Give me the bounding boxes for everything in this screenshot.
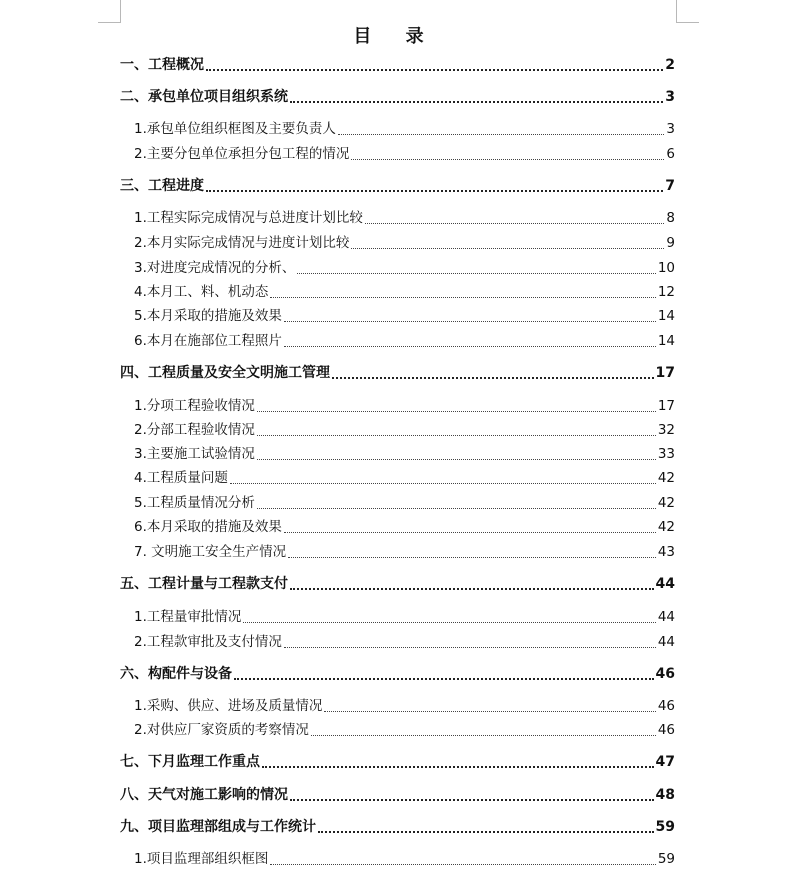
toc-leader-dots xyxy=(270,864,655,865)
toc-leader-dots xyxy=(288,557,656,558)
toc-entry-text: 3.对进度完成情况的分析、 xyxy=(134,260,296,276)
toc-leader-dots xyxy=(284,532,656,533)
toc-entry[interactable] xyxy=(134,396,675,416)
toc-page-number: 46 xyxy=(657,722,675,738)
toc-entry-text: 三、工程进度 xyxy=(120,178,204,194)
toc-leader-dots xyxy=(332,377,654,379)
toc-entry[interactable] xyxy=(134,607,675,627)
toc-page-number: 3 xyxy=(665,89,675,105)
toc-entry[interactable] xyxy=(120,752,675,772)
toc-entry[interactable] xyxy=(120,785,675,805)
toc-page-number: 46 xyxy=(657,698,675,714)
toc-page-number: 6 xyxy=(666,146,675,162)
toc-entry[interactable] xyxy=(134,517,675,537)
toc-page-number: 59 xyxy=(655,819,675,835)
toc-page-number: 17 xyxy=(657,398,675,414)
toc-leader-dots xyxy=(284,647,656,648)
toc-entry[interactable] xyxy=(120,574,675,594)
toc-entry-text: 2.工程款审批及支付情况 xyxy=(134,634,282,650)
toc-entry[interactable] xyxy=(120,363,675,383)
toc-leader-dots xyxy=(351,159,664,160)
toc-leader-dots xyxy=(284,321,656,322)
toc-leader-dots xyxy=(262,766,654,768)
toc-entry-text: 四、工程质量及安全文明施工管理 xyxy=(120,365,330,381)
toc-page-number: 44 xyxy=(657,634,675,650)
toc-leader-dots xyxy=(257,508,656,509)
toc-entry[interactable] xyxy=(134,493,675,513)
toc-entry[interactable] xyxy=(134,542,675,562)
toc-leader-dots xyxy=(257,411,656,412)
toc-entry-text: 2.主要分包单位承担分包工程的情况 xyxy=(134,146,350,162)
toc-page-number: 47 xyxy=(655,754,675,770)
toc-entry-text: 6.本月在施部位工程照片 xyxy=(134,333,282,349)
toc-page-number: 44 xyxy=(655,576,675,592)
toc-leader-dots xyxy=(365,223,665,224)
toc-entry[interactable] xyxy=(134,696,675,716)
toc-page-number: 44 xyxy=(657,609,675,625)
toc-entry[interactable] xyxy=(134,208,675,228)
toc-leader-dots xyxy=(270,297,655,298)
toc-leader-dots xyxy=(234,678,654,680)
toc-page-number: 33 xyxy=(657,446,675,462)
toc-entry-text: 4.工程质量问题 xyxy=(134,470,228,486)
toc-entry-text: 7. 文明施工安全生产情况 xyxy=(134,544,287,560)
toc-entry[interactable] xyxy=(134,420,675,440)
toc-entry-text: 1.工程实际完成情况与总进度计划比较 xyxy=(134,210,363,226)
toc-leader-dots xyxy=(297,273,655,274)
toc-page-number: 59 xyxy=(657,851,675,867)
toc-entry-text: 1.项目监理部组织框图 xyxy=(134,851,269,867)
toc-entry[interactable] xyxy=(134,119,675,139)
toc-leader-dots xyxy=(257,435,656,436)
toc-entry-text: 七、下月监理工作重点 xyxy=(120,754,260,770)
toc-entry[interactable] xyxy=(134,306,675,326)
toc-page-number: 32 xyxy=(657,422,675,438)
toc-entry-text: 2.分部工程验收情况 xyxy=(134,422,255,438)
toc-leader-dots xyxy=(338,134,665,135)
toc-leader-dots xyxy=(206,190,663,192)
toc-title: 目 录 xyxy=(353,26,438,47)
toc-entry[interactable] xyxy=(134,258,675,278)
toc-page-number: 14 xyxy=(657,333,675,349)
toc-leader-dots xyxy=(324,711,655,712)
toc-entry[interactable] xyxy=(134,849,675,869)
toc-entry[interactable] xyxy=(134,331,675,351)
toc-entry-text: 1.采购、供应、进场及质量情况 xyxy=(134,698,323,714)
toc-page-number: 42 xyxy=(657,519,675,535)
toc-page-number: 42 xyxy=(657,495,675,511)
toc-page-number: 3 xyxy=(666,121,675,137)
toc-page-number: 17 xyxy=(655,365,675,381)
toc-entry-text: 五、工程计量与工程款支付 xyxy=(120,576,288,592)
toc-page-number: 7 xyxy=(665,178,675,194)
toc-entry[interactable] xyxy=(134,444,675,464)
toc-entry-text: 3.主要施工试验情况 xyxy=(134,446,255,462)
toc-entry-text: 5.工程质量情况分析 xyxy=(134,495,255,511)
toc-page-number: 46 xyxy=(655,666,675,682)
toc-entry-text: 一、工程概况 xyxy=(120,57,204,73)
toc-page-number: 48 xyxy=(655,787,675,803)
toc-entry-text: 1.工程量审批情况 xyxy=(134,609,242,625)
toc-entry[interactable] xyxy=(120,176,675,196)
toc-page-number: 2 xyxy=(665,57,675,73)
toc-entry-text: 二、承包单位项目组织系统 xyxy=(120,89,288,105)
toc-entry-text: 2.对供应厂家资质的考察情况 xyxy=(134,722,309,738)
toc-entry-text: 5.本月采取的措施及效果 xyxy=(134,308,282,324)
toc-page-number: 9 xyxy=(666,235,675,251)
toc-leader-dots xyxy=(243,622,655,623)
toc-entry[interactable] xyxy=(120,55,675,75)
toc-leader-dots xyxy=(311,735,656,736)
toc-page-number: 12 xyxy=(657,284,675,300)
toc-page-number: 43 xyxy=(657,544,675,560)
toc-entry-text: 4.本月工、料、机动态 xyxy=(134,284,269,300)
toc-entry[interactable] xyxy=(120,87,675,107)
toc-leader-dots xyxy=(318,831,654,833)
toc-entry[interactable] xyxy=(134,632,675,652)
toc-entry[interactable] xyxy=(134,233,675,253)
toc-entry-text: 六、构配件与设备 xyxy=(120,666,232,682)
toc-entry-text: 九、项目监理部组成与工作统计 xyxy=(120,819,316,835)
toc-leader-dots xyxy=(206,69,663,71)
toc-entry-text: 1.分项工程验收情况 xyxy=(134,398,255,414)
toc-entry[interactable] xyxy=(134,468,675,488)
toc-leader-dots xyxy=(290,101,663,103)
toc-entry-text: 2.本月实际完成情况与进度计划比较 xyxy=(134,235,350,251)
toc-entry-text: 八、天气对施工影响的情况 xyxy=(120,787,288,803)
toc-leader-dots xyxy=(290,799,654,801)
toc-leader-dots xyxy=(290,588,654,590)
toc-entry-text: 1.承包单位组织框图及主要负责人 xyxy=(134,121,336,137)
toc-leader-dots xyxy=(351,248,664,249)
toc-leader-dots xyxy=(230,483,656,484)
toc-page-number: 10 xyxy=(657,260,675,276)
toc-leader-dots xyxy=(257,459,656,460)
toc-page-number: 8 xyxy=(666,210,675,226)
toc-entry-text: 6.本月采取的措施及效果 xyxy=(134,519,282,535)
toc-entry[interactable] xyxy=(120,664,675,684)
toc-page-number: 14 xyxy=(657,308,675,324)
toc-page-number: 42 xyxy=(657,470,675,486)
toc-entry[interactable] xyxy=(134,720,675,740)
toc-entry[interactable] xyxy=(134,282,675,302)
toc-entry[interactable] xyxy=(120,817,675,837)
toc-leader-dots xyxy=(284,346,656,347)
toc-entry[interactable] xyxy=(134,144,675,164)
